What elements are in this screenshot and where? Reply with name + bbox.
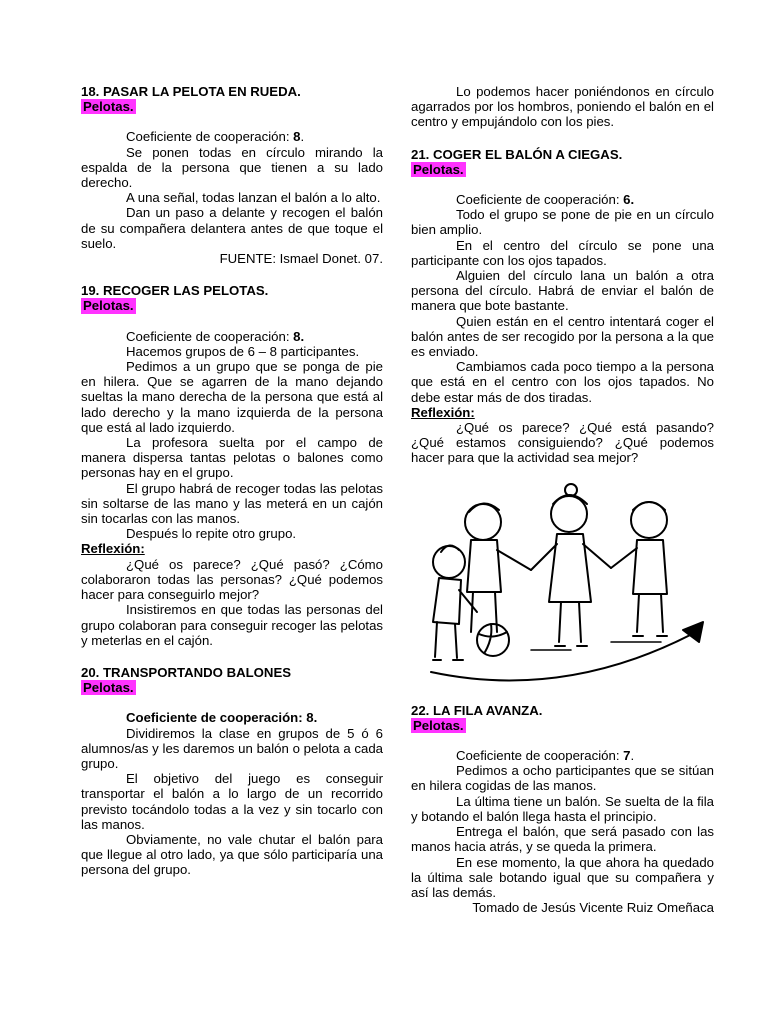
cooperation-coefficient — [411, 748, 714, 763]
coef-value: 8 — [293, 129, 301, 145]
coef-label: Coeficiente de cooperación: — [456, 748, 624, 764]
paragraph: Dividiremos la clase en grupos de 5 ó 6 alumnos/as y les daremos un balón o pelota a cada grupo. — [81, 725, 383, 771]
cooperation-coefficient: Coeficiente de cooperación: 8. — [126, 710, 318, 726]
paragraph: Insistiremos en que todas las personas del grupo colaboran para conseguir recoger las pelotas y meterlas en el cajón. — [81, 602, 383, 648]
coef-value: 8. — [293, 328, 305, 344]
category-tag: Pelotas. — [413, 161, 464, 177]
category-tag: Pelotas. — [83, 99, 134, 115]
coef-label: Coeficiente de cooperación: — [126, 129, 294, 145]
paragraph: En el centro del círculo se pone una participante con los ojos tapados. — [411, 237, 714, 268]
paragraph: Pedimos a un grupo que se ponga de pie en hilera. Que se agarren de la mano dejando sueltas la mano derecha de la persona que está al lado derecho y la mano izquierda de la persona que está al lado izquierdo. — [81, 359, 383, 435]
coef-end: . — [630, 748, 635, 764]
paragraph: El objetivo del juego es conseguir transportar el balón a lo largo de un recorrido previsto tocándolo todas a la vez y sin tocarlo con las manos. — [81, 771, 383, 832]
section-20 — [81, 665, 383, 878]
section-18 — [81, 84, 383, 266]
paragraph: Dan un paso a delante y recogen el balón de su compañera delantera antes de que toque el suelo. — [81, 205, 383, 251]
paragraph: Todo el grupo se pone de pie en un círculo bien amplio. — [411, 207, 714, 238]
paragraph: ¿Qué os parece? ¿Qué pasó? ¿Cómo colaboraron todas las personas? ¿Qué podemos hacer para conseguirlo mejor? — [81, 556, 383, 603]
cooperation-coefficient — [81, 329, 383, 344]
paragraph: El grupo habrá de recoger todas las pelotas sin soltarse de las mano y las meterá en un cajón sin tocarlas con las manos. — [81, 480, 383, 527]
section-title: 19. RECOGER LAS PELOTAS. — [81, 283, 269, 299]
paragraph: Entrega el balón, que será pasado con las manos hacia atrás, y se queda la primera. — [411, 824, 714, 855]
paragraph: Después lo repite otro grupo. — [126, 526, 297, 542]
section-title: 22. LA FILA AVANZA. — [411, 702, 543, 718]
spacer — [81, 648, 383, 665]
paragraph: Obviamente, no vale chutar el balón para que llegue al otro lado, ya que sólo participaría una persona del grupo. — [81, 831, 383, 878]
paragraph: La profesora suelta por el campo de manera dispersa tantas pelotas o balones como personas hay en el grupo. — [81, 435, 383, 481]
section-title: 20. TRANSPORTANDO BALONES — [81, 664, 292, 680]
paragraph: Cambiamos cada poco tiempo a la persona que está en el centro con los ojos tapados. No debe estar más de dos tiradas. — [411, 359, 714, 405]
reflection-heading: Reflexión: — [81, 541, 145, 557]
reflection-heading: Reflexión: — [411, 404, 475, 420]
section-19 — [81, 283, 383, 648]
coef-label: Coeficiente de cooperación: — [126, 328, 294, 344]
coef-label: Coeficiente de cooperación: — [456, 192, 624, 208]
section-21 — [411, 147, 714, 466]
spacer — [411, 130, 714, 147]
paragraph: Pedimos a ocho participantes que se sitúan en hilera cogidas de las manos. — [411, 763, 714, 794]
cooperation-coefficient — [411, 192, 714, 207]
category-tag: Pelotas. — [83, 298, 134, 314]
spacer — [81, 266, 383, 283]
right-column — [411, 84, 714, 915]
paragraph: En ese momento, la que ahora ha quedado la última sale botando igual que su compañera y así las demás. — [411, 854, 714, 900]
paragraph: Hacemos grupos de 6 – 8 participantes. — [126, 343, 360, 359]
children-playing-illustration — [411, 482, 714, 700]
paragraph: ¿Qué os parece? ¿Qué está pasando? ¿Qué estamos consiguiendo? ¿Qué podemos hacer para que la actividad sea mejor? — [411, 420, 714, 466]
category-tag: Pelotas. — [413, 717, 464, 733]
paragraph: Lo podemos hacer poniéndonos en círculo agarrados por los hombros, poniendo el balón en el centro y empujándolo con los pies. — [411, 84, 714, 130]
section-title: 21. COGER EL BALÓN A CIEGAS. — [411, 146, 623, 162]
paragraph: Alguien del círculo lana un balón a otra persona del círculo. Habrá de enviar el balón de manera que bote bastante. — [411, 268, 714, 314]
paragraph: La última tiene un balón. Se suelta de la fila y botando el balón llega hasta el principio. — [411, 793, 714, 824]
category-tag: Pelotas. — [83, 680, 134, 696]
source-note: Tomado de Jesús Vicente Ruiz Omeñaca — [472, 900, 714, 916]
paragraph: Quien están en el centro intentará coger el balón antes de ser recogido por la persona a la que es enviado. — [411, 313, 714, 360]
section-22 — [411, 703, 714, 916]
section-title: 18. PASAR LA PELOTA EN RUEDA. — [81, 84, 301, 99]
source-note: FUENTE: Ismael Donet. 07. — [219, 251, 383, 267]
paragraph: A una señal, todas lanzan el balón a lo alto. — [126, 190, 381, 206]
paragraph: Se ponen todas en círculo mirando la espalda de la persona que tienen a su lado derecho. — [81, 144, 383, 191]
coef-value: 6. — [623, 192, 635, 208]
cooperation-coefficient — [81, 129, 383, 144]
coef-value: 7 — [623, 748, 631, 764]
left-column — [81, 84, 383, 878]
coef-end: . — [300, 129, 305, 145]
